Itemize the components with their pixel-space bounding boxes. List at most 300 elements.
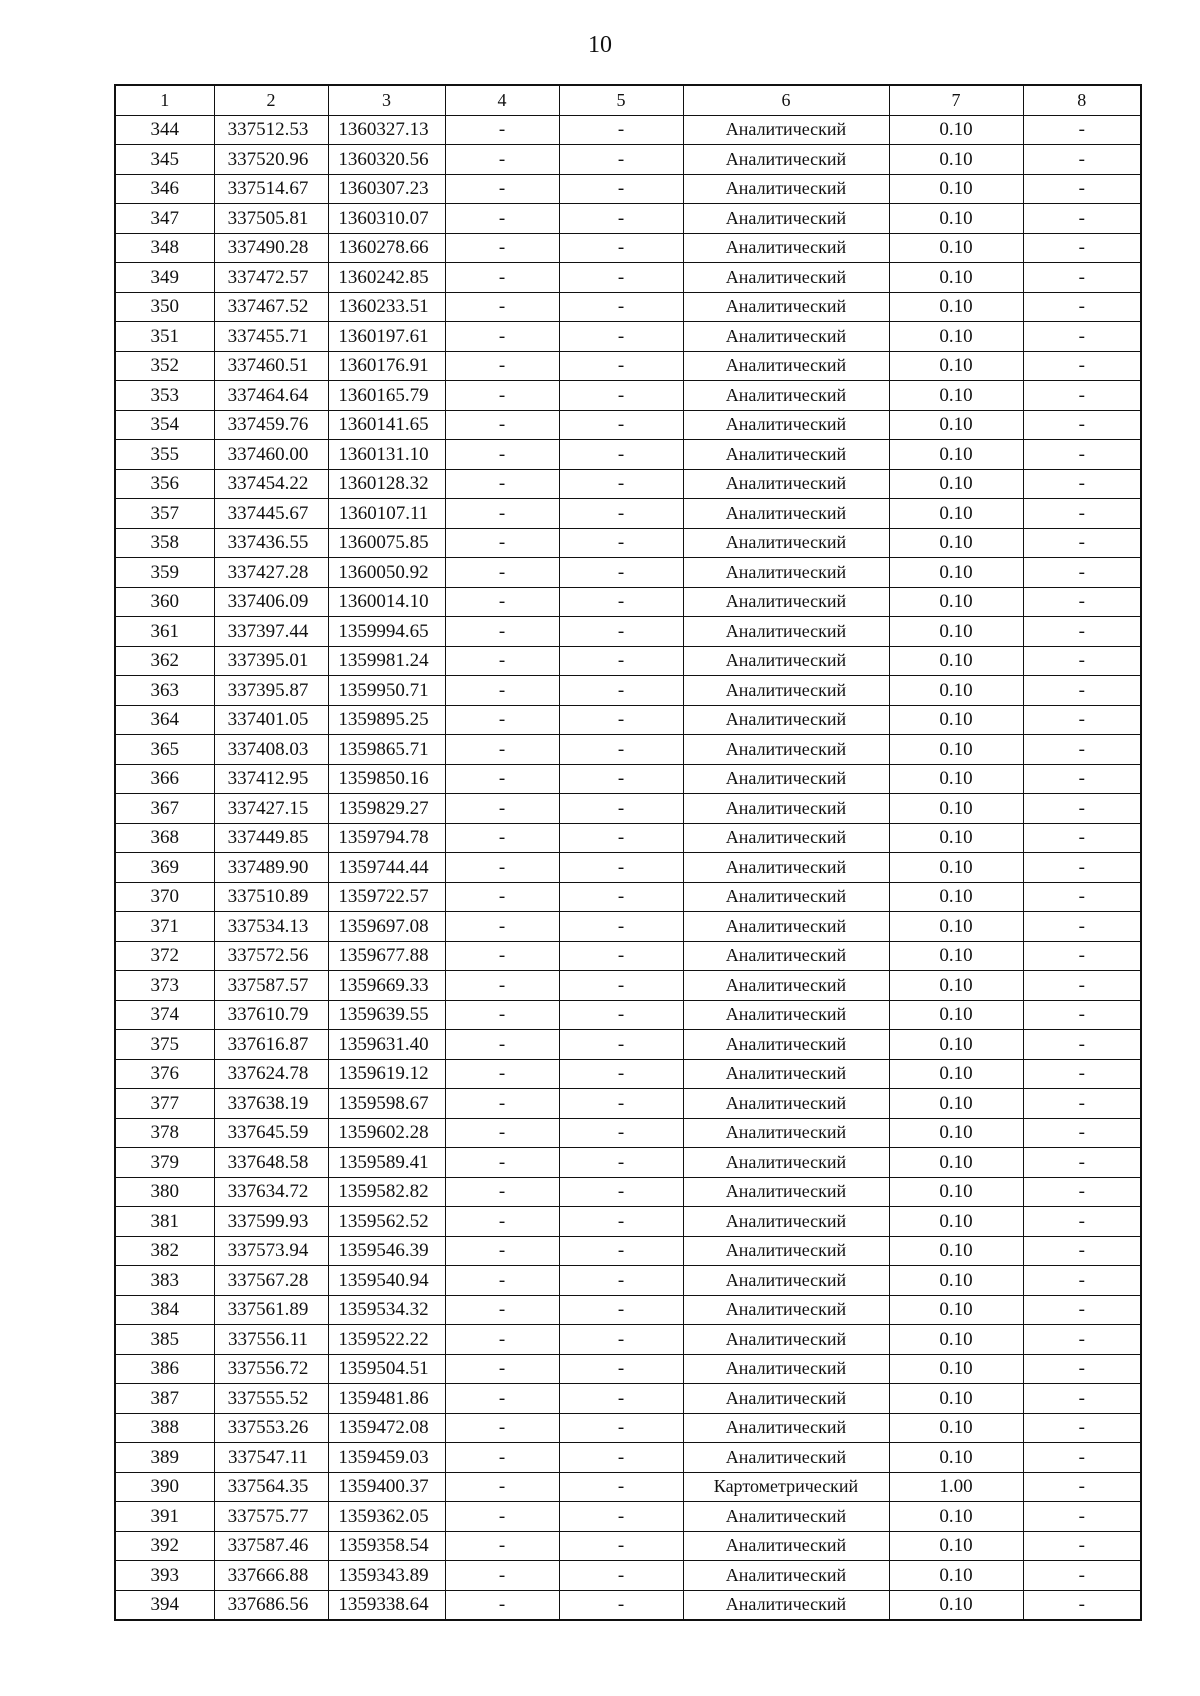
column-header: 2 <box>214 85 328 115</box>
point-number-cell: 351 <box>115 322 214 352</box>
method-cell: Аналитический <box>683 1118 889 1148</box>
accuracy-cell: 0.10 <box>889 263 1023 293</box>
point-number-cell: 389 <box>115 1443 214 1473</box>
y-coordinate-cell: 1359562.52 <box>328 1207 445 1237</box>
col4-cell: - <box>445 1295 559 1325</box>
table-row <box>115 322 1141 352</box>
table-row <box>115 823 1141 853</box>
method-cell: Аналитический <box>683 558 889 588</box>
method-cell: Аналитический <box>683 1384 889 1414</box>
y-coordinate-cell: 1360014.10 <box>328 587 445 617</box>
point-number-cell: 377 <box>115 1089 214 1119</box>
x-coordinate-cell: 337401.05 <box>214 705 328 735</box>
x-coordinate-cell: 337556.11 <box>214 1325 328 1355</box>
table-row <box>115 381 1141 411</box>
col4-cell: - <box>445 587 559 617</box>
point-number-cell: 357 <box>115 499 214 529</box>
col8-cell: - <box>1023 1531 1141 1561</box>
x-coordinate-cell: 337555.52 <box>214 1384 328 1414</box>
col4-cell: - <box>445 1000 559 1030</box>
y-coordinate-cell: 1359697.08 <box>328 912 445 942</box>
col8-cell: - <box>1023 1266 1141 1296</box>
col8-cell: - <box>1023 735 1141 765</box>
accuracy-cell: 0.10 <box>889 1030 1023 1060</box>
col4-cell: - <box>445 263 559 293</box>
table-row <box>115 263 1141 293</box>
y-coordinate-cell: 1359481.86 <box>328 1384 445 1414</box>
col5-cell: - <box>559 1236 683 1266</box>
col8-cell: - <box>1023 1000 1141 1030</box>
col8-cell: - <box>1023 882 1141 912</box>
method-cell: Аналитический <box>683 1177 889 1207</box>
y-coordinate-cell: 1359669.33 <box>328 971 445 1001</box>
col4-cell: - <box>445 941 559 971</box>
y-coordinate-cell: 1359589.41 <box>328 1148 445 1178</box>
method-cell: Аналитический <box>683 912 889 942</box>
point-number-cell: 372 <box>115 941 214 971</box>
y-coordinate-cell: 1359631.40 <box>328 1030 445 1060</box>
col5-cell: - <box>559 469 683 499</box>
col5-cell: - <box>559 853 683 883</box>
x-coordinate-cell: 337624.78 <box>214 1059 328 1089</box>
x-coordinate-cell: 337436.55 <box>214 528 328 558</box>
col4-cell: - <box>445 1177 559 1207</box>
x-coordinate-cell: 337467.52 <box>214 292 328 322</box>
x-coordinate-cell: 337489.90 <box>214 853 328 883</box>
col5-cell: - <box>559 499 683 529</box>
x-coordinate-cell: 337472.57 <box>214 263 328 293</box>
method-cell: Аналитический <box>683 1325 889 1355</box>
point-number-cell: 373 <box>115 971 214 1001</box>
col8-cell: - <box>1023 1295 1141 1325</box>
method-cell: Аналитический <box>683 941 889 971</box>
method-cell: Аналитический <box>683 499 889 529</box>
y-coordinate-cell: 1359950.71 <box>328 676 445 706</box>
table-row <box>115 941 1141 971</box>
x-coordinate-cell: 337427.28 <box>214 558 328 588</box>
col8-cell: - <box>1023 853 1141 883</box>
method-cell: Аналитический <box>683 115 889 145</box>
method-cell: Аналитический <box>683 174 889 204</box>
point-number-cell: 394 <box>115 1590 214 1620</box>
table-row <box>115 794 1141 824</box>
table-row <box>115 1561 1141 1591</box>
col8-cell: - <box>1023 1443 1141 1473</box>
x-coordinate-cell: 337599.93 <box>214 1207 328 1237</box>
point-number-cell: 359 <box>115 558 214 588</box>
col4-cell: - <box>445 735 559 765</box>
y-coordinate-cell: 1359358.54 <box>328 1531 445 1561</box>
col8-cell: - <box>1023 1089 1141 1119</box>
col8-cell: - <box>1023 322 1141 352</box>
method-cell: Аналитический <box>683 764 889 794</box>
table-row <box>115 853 1141 883</box>
accuracy-cell: 0.10 <box>889 705 1023 735</box>
col5-cell: - <box>559 1266 683 1296</box>
method-cell: Аналитический <box>683 440 889 470</box>
y-coordinate-cell: 1360131.10 <box>328 440 445 470</box>
col4-cell: - <box>445 410 559 440</box>
y-coordinate-cell: 1360075.85 <box>328 528 445 558</box>
x-coordinate-cell: 337587.57 <box>214 971 328 1001</box>
col4-cell: - <box>445 351 559 381</box>
y-coordinate-cell: 1359540.94 <box>328 1266 445 1296</box>
method-cell: Аналитический <box>683 617 889 647</box>
coordinates-table <box>114 84 1142 1621</box>
col5-cell: - <box>559 292 683 322</box>
col4-cell: - <box>445 381 559 411</box>
y-coordinate-cell: 1359994.65 <box>328 617 445 647</box>
method-cell: Аналитический <box>683 1502 889 1532</box>
x-coordinate-cell: 337464.64 <box>214 381 328 411</box>
point-number-cell: 348 <box>115 233 214 263</box>
y-coordinate-cell: 1359598.67 <box>328 1089 445 1119</box>
col8-cell: - <box>1023 528 1141 558</box>
col8-cell: - <box>1023 469 1141 499</box>
y-coordinate-cell: 1359865.71 <box>328 735 445 765</box>
col5-cell: - <box>559 1207 683 1237</box>
point-number-cell: 382 <box>115 1236 214 1266</box>
col4-cell: - <box>445 1148 559 1178</box>
x-coordinate-cell: 337460.51 <box>214 351 328 381</box>
x-coordinate-cell: 337459.76 <box>214 410 328 440</box>
x-coordinate-cell: 337397.44 <box>214 617 328 647</box>
col8-cell: - <box>1023 1207 1141 1237</box>
col5-cell: - <box>559 1561 683 1591</box>
y-coordinate-cell: 1359459.03 <box>328 1443 445 1473</box>
col8-cell: - <box>1023 204 1141 234</box>
method-cell: Аналитический <box>683 1207 889 1237</box>
accuracy-cell: 0.10 <box>889 1177 1023 1207</box>
table-row <box>115 646 1141 676</box>
y-coordinate-cell: 1360050.92 <box>328 558 445 588</box>
point-number-cell: 378 <box>115 1118 214 1148</box>
col5-cell: - <box>559 705 683 735</box>
point-number-cell: 356 <box>115 469 214 499</box>
accuracy-cell: 0.10 <box>889 1118 1023 1148</box>
point-number-cell: 361 <box>115 617 214 647</box>
y-coordinate-cell: 1360176.91 <box>328 351 445 381</box>
col8-cell: - <box>1023 410 1141 440</box>
method-cell: Аналитический <box>683 794 889 824</box>
method-cell: Аналитический <box>683 1590 889 1620</box>
table-row <box>115 1502 1141 1532</box>
col8-cell: - <box>1023 705 1141 735</box>
accuracy-cell: 0.10 <box>889 676 1023 706</box>
point-number-cell: 355 <box>115 440 214 470</box>
point-number-cell: 391 <box>115 1502 214 1532</box>
col5-cell: - <box>559 617 683 647</box>
col5-cell: - <box>559 1472 683 1502</box>
table-row <box>115 558 1141 588</box>
point-number-cell: 369 <box>115 853 214 883</box>
method-cell: Аналитический <box>683 1236 889 1266</box>
col5-cell: - <box>559 558 683 588</box>
col4-cell: - <box>445 1030 559 1060</box>
point-number-cell: 381 <box>115 1207 214 1237</box>
col8-cell: - <box>1023 764 1141 794</box>
x-coordinate-cell: 337638.19 <box>214 1089 328 1119</box>
col4-cell: - <box>445 971 559 1001</box>
y-coordinate-cell: 1359619.12 <box>328 1059 445 1089</box>
y-coordinate-cell: 1359338.64 <box>328 1590 445 1620</box>
table-row <box>115 587 1141 617</box>
y-coordinate-cell: 1359582.82 <box>328 1177 445 1207</box>
column-header: 7 <box>889 85 1023 115</box>
table-row <box>115 204 1141 234</box>
method-cell: Аналитический <box>683 351 889 381</box>
point-number-cell: 367 <box>115 794 214 824</box>
col4-cell: - <box>445 469 559 499</box>
col8-cell: - <box>1023 1148 1141 1178</box>
y-coordinate-cell: 1359794.78 <box>328 823 445 853</box>
col8-cell: - <box>1023 912 1141 942</box>
table-row <box>115 528 1141 558</box>
col8-cell: - <box>1023 1177 1141 1207</box>
col8-cell: - <box>1023 499 1141 529</box>
point-number-cell: 366 <box>115 764 214 794</box>
col4-cell: - <box>445 233 559 263</box>
table-row <box>115 705 1141 735</box>
point-number-cell: 376 <box>115 1059 214 1089</box>
col5-cell: - <box>559 528 683 558</box>
x-coordinate-cell: 337445.67 <box>214 499 328 529</box>
method-cell: Аналитический <box>683 853 889 883</box>
col4-cell: - <box>445 823 559 853</box>
col5-cell: - <box>559 823 683 853</box>
table-row <box>115 499 1141 529</box>
method-cell: Аналитический <box>683 1443 889 1473</box>
table-row <box>115 1059 1141 1089</box>
col5-cell: - <box>559 1059 683 1089</box>
method-cell: Аналитический <box>683 1413 889 1443</box>
x-coordinate-cell: 337616.87 <box>214 1030 328 1060</box>
col8-cell: - <box>1023 115 1141 145</box>
table-row <box>115 410 1141 440</box>
accuracy-cell: 0.10 <box>889 1089 1023 1119</box>
y-coordinate-cell: 1359850.16 <box>328 764 445 794</box>
col5-cell: - <box>559 351 683 381</box>
accuracy-cell: 0.10 <box>889 735 1023 765</box>
col8-cell: - <box>1023 145 1141 175</box>
col4-cell: - <box>445 322 559 352</box>
col4-cell: - <box>445 794 559 824</box>
accuracy-cell: 0.10 <box>889 469 1023 499</box>
col5-cell: - <box>559 1295 683 1325</box>
table-row <box>115 1354 1141 1384</box>
point-number-cell: 358 <box>115 528 214 558</box>
accuracy-cell: 0.10 <box>889 1059 1023 1089</box>
point-number-cell: 353 <box>115 381 214 411</box>
table-row <box>115 1443 1141 1473</box>
col5-cell: - <box>559 764 683 794</box>
method-cell: Картометрический <box>683 1472 889 1502</box>
col4-cell: - <box>445 1089 559 1119</box>
col8-cell: - <box>1023 1325 1141 1355</box>
table-row <box>115 971 1141 1001</box>
col4-cell: - <box>445 115 559 145</box>
col8-cell: - <box>1023 381 1141 411</box>
col4-cell: - <box>445 853 559 883</box>
point-number-cell: 393 <box>115 1561 214 1591</box>
col5-cell: - <box>559 115 683 145</box>
method-cell: Аналитический <box>683 676 889 706</box>
method-cell: Аналитический <box>683 322 889 352</box>
method-cell: Аналитический <box>683 528 889 558</box>
point-number-cell: 379 <box>115 1148 214 1178</box>
col8-cell: - <box>1023 1384 1141 1414</box>
accuracy-cell: 1.00 <box>889 1472 1023 1502</box>
y-coordinate-cell: 1360197.61 <box>328 322 445 352</box>
column-header: 6 <box>683 85 889 115</box>
col8-cell: - <box>1023 1561 1141 1591</box>
accuracy-cell: 0.10 <box>889 1207 1023 1237</box>
col8-cell: - <box>1023 351 1141 381</box>
y-coordinate-cell: 1359602.28 <box>328 1118 445 1148</box>
col8-cell: - <box>1023 1354 1141 1384</box>
method-cell: Аналитический <box>683 1030 889 1060</box>
table-row <box>115 735 1141 765</box>
table-row <box>115 440 1141 470</box>
table-row <box>115 1148 1141 1178</box>
col4-cell: - <box>445 882 559 912</box>
method-cell: Аналитический <box>683 204 889 234</box>
method-cell: Аналитический <box>683 145 889 175</box>
x-coordinate-cell: 337427.15 <box>214 794 328 824</box>
method-cell: Аналитический <box>683 823 889 853</box>
column-header: 8 <box>1023 85 1141 115</box>
y-coordinate-cell: 1359895.25 <box>328 705 445 735</box>
col4-cell: - <box>445 1561 559 1591</box>
table-row <box>115 912 1141 942</box>
x-coordinate-cell: 337395.87 <box>214 676 328 706</box>
accuracy-cell: 0.10 <box>889 204 1023 234</box>
x-coordinate-cell: 337610.79 <box>214 1000 328 1030</box>
col8-cell: - <box>1023 1502 1141 1532</box>
x-coordinate-cell: 337553.26 <box>214 1413 328 1443</box>
accuracy-cell: 0.10 <box>889 1295 1023 1325</box>
point-number-cell: 375 <box>115 1030 214 1060</box>
col5-cell: - <box>559 1089 683 1119</box>
col4-cell: - <box>445 1531 559 1561</box>
col4-cell: - <box>445 1354 559 1384</box>
point-number-cell: 349 <box>115 263 214 293</box>
col4-cell: - <box>445 1384 559 1414</box>
accuracy-cell: 0.10 <box>889 1502 1023 1532</box>
col4-cell: - <box>445 292 559 322</box>
method-cell: Аналитический <box>683 1354 889 1384</box>
x-coordinate-cell: 337645.59 <box>214 1118 328 1148</box>
page-number: 10 <box>588 32 612 58</box>
accuracy-cell: 0.10 <box>889 233 1023 263</box>
col5-cell: - <box>559 941 683 971</box>
col5-cell: - <box>559 1325 683 1355</box>
col4-cell: - <box>445 440 559 470</box>
accuracy-cell: 0.10 <box>889 145 1023 175</box>
col4-cell: - <box>445 1266 559 1296</box>
col5-cell: - <box>559 1502 683 1532</box>
col5-cell: - <box>559 646 683 676</box>
point-number-cell: 364 <box>115 705 214 735</box>
table-row <box>115 1000 1141 1030</box>
col8-cell: - <box>1023 941 1141 971</box>
point-number-cell: 384 <box>115 1295 214 1325</box>
col8-cell: - <box>1023 971 1141 1001</box>
table-row <box>115 676 1141 706</box>
x-coordinate-cell: 337561.89 <box>214 1295 328 1325</box>
method-cell: Аналитический <box>683 587 889 617</box>
accuracy-cell: 0.10 <box>889 558 1023 588</box>
col5-cell: - <box>559 263 683 293</box>
table-row <box>115 115 1141 145</box>
accuracy-cell: 0.10 <box>889 1000 1023 1030</box>
table-row <box>115 1413 1141 1443</box>
method-cell: Аналитический <box>683 735 889 765</box>
accuracy-cell: 0.10 <box>889 1325 1023 1355</box>
point-number-cell: 347 <box>115 204 214 234</box>
col4-cell: - <box>445 174 559 204</box>
y-coordinate-cell: 1359534.32 <box>328 1295 445 1325</box>
accuracy-cell: 0.10 <box>889 499 1023 529</box>
col5-cell: - <box>559 322 683 352</box>
col8-cell: - <box>1023 1413 1141 1443</box>
col4-cell: - <box>445 1590 559 1620</box>
col5-cell: - <box>559 204 683 234</box>
y-coordinate-cell: 1359522.22 <box>328 1325 445 1355</box>
x-coordinate-cell: 337634.72 <box>214 1177 328 1207</box>
col8-cell: - <box>1023 174 1141 204</box>
column-header: 5 <box>559 85 683 115</box>
table-row <box>115 469 1141 499</box>
x-coordinate-cell: 337547.11 <box>214 1443 328 1473</box>
accuracy-cell: 0.10 <box>889 646 1023 676</box>
col5-cell: - <box>559 1384 683 1414</box>
accuracy-cell: 0.10 <box>889 292 1023 322</box>
x-coordinate-cell: 337572.56 <box>214 941 328 971</box>
col8-cell: - <box>1023 263 1141 293</box>
table-row <box>115 1531 1141 1561</box>
y-coordinate-cell: 1360128.32 <box>328 469 445 499</box>
table-row <box>115 1030 1141 1060</box>
method-cell: Аналитический <box>683 410 889 440</box>
col4-cell: - <box>445 499 559 529</box>
accuracy-cell: 0.10 <box>889 410 1023 440</box>
accuracy-cell: 0.10 <box>889 1148 1023 1178</box>
x-coordinate-cell: 337406.09 <box>214 587 328 617</box>
col8-cell: - <box>1023 558 1141 588</box>
x-coordinate-cell: 337490.28 <box>214 233 328 263</box>
col4-cell: - <box>445 1472 559 1502</box>
x-coordinate-cell: 337567.28 <box>214 1266 328 1296</box>
col5-cell: - <box>559 676 683 706</box>
col8-cell: - <box>1023 587 1141 617</box>
point-number-cell: 368 <box>115 823 214 853</box>
col4-cell: - <box>445 1413 559 1443</box>
header-row <box>115 85 1141 115</box>
col4-cell: - <box>445 1059 559 1089</box>
method-cell: Аналитический <box>683 646 889 676</box>
x-coordinate-cell: 337587.46 <box>214 1531 328 1561</box>
col8-cell: - <box>1023 440 1141 470</box>
col5-cell: - <box>559 735 683 765</box>
x-coordinate-cell: 337666.88 <box>214 1561 328 1591</box>
x-coordinate-cell: 337514.67 <box>214 174 328 204</box>
col8-cell: - <box>1023 292 1141 322</box>
col5-cell: - <box>559 381 683 411</box>
col8-cell: - <box>1023 1030 1141 1060</box>
col4-cell: - <box>445 1502 559 1532</box>
col5-cell: - <box>559 912 683 942</box>
